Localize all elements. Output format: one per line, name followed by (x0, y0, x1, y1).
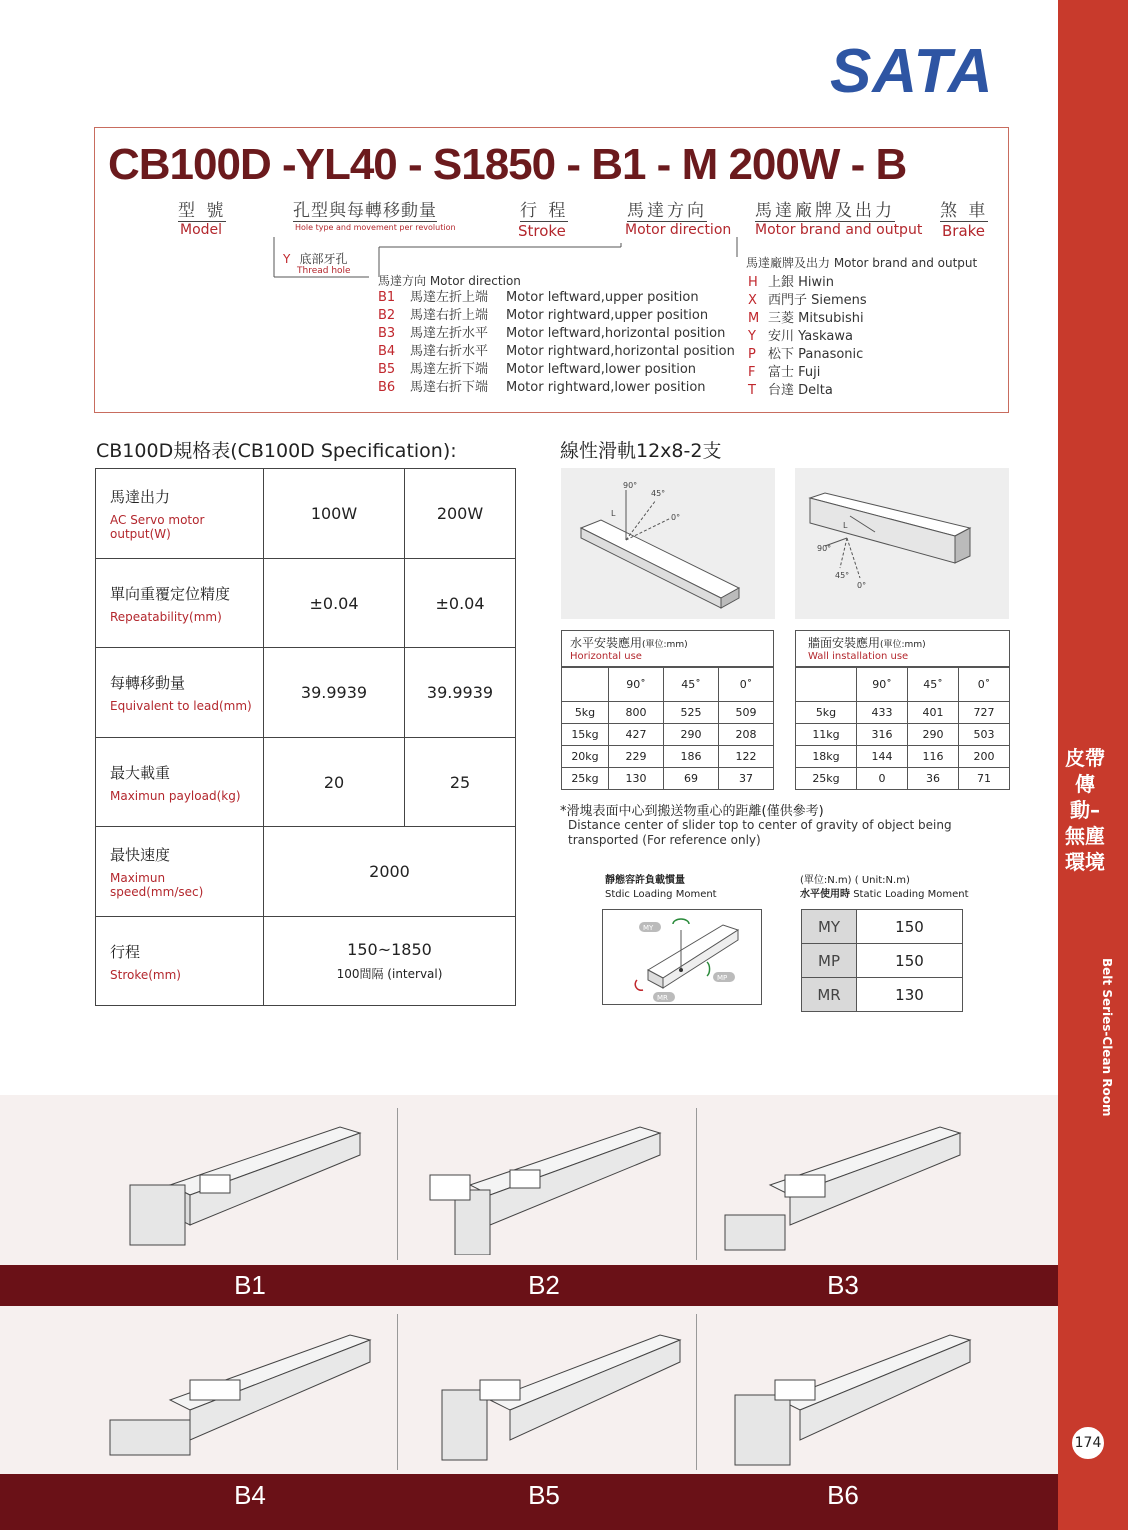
brand-logo: SATA (830, 37, 994, 106)
module-b6-image (720, 1320, 980, 1470)
field-hole-cn: 孔型與每轉移動量 (293, 196, 437, 222)
direction-title: 馬達方向 Motor direction (378, 274, 521, 288)
angle-45-label: 45° (651, 489, 666, 498)
module-b3-image (710, 1115, 980, 1255)
direction-list (378, 289, 735, 397)
wall-mount-diagram (795, 468, 1009, 619)
reference-note-en: Distance center of slider top to center of gravity of object being transported (For reference only) (568, 818, 952, 847)
spec-table (95, 468, 516, 1006)
side-title-cn: 皮帶傳動–無塵環境 (1065, 746, 1105, 874)
variant-label-b4: B4 (234, 1480, 266, 1510)
horizontal-row-20kg: 20kg 229 186 122 (562, 746, 774, 768)
moment-diagram (602, 909, 762, 1005)
moment-unit: (單位:N.m) ( Unit:N.m) 水平使用時 Static Loading Moment (800, 875, 969, 900)
field-model-cn: 型 號 (178, 196, 226, 222)
direction-item-b6: B6 馬達右折下端 Motor rightward,lower position (378, 380, 706, 395)
brand-item-t: T 台達 Delta (748, 383, 833, 398)
reference-note-cn: *滑塊表面中心到搬送物重心的距離(僅供參考) (560, 804, 824, 819)
moment-table (801, 909, 963, 1012)
variant-label-b3: B3 (827, 1270, 859, 1300)
spec-row-repeatability: 單向重覆定位精度 Repeatability(mm) ±0.04 ±0.04 (96, 559, 516, 648)
horizontal-row-5kg: 5kg 800 525 509 (562, 702, 774, 724)
angle-90-label: 90° (623, 481, 638, 490)
variant-label-b5: B5 (528, 1480, 560, 1510)
field-direction-en: Motor direction (625, 222, 732, 238)
rail-title: 線性滑軌12x8-2支 (560, 440, 722, 462)
variant-label-b2: B2 (528, 1270, 560, 1300)
wall-row-25kg: 25kg 0 36 71 (796, 768, 1010, 790)
moment-row-mr: MR 130 (802, 978, 963, 1012)
horizontal-row-25kg: 25kg 130 69 37 (562, 768, 774, 790)
wall-row-18kg: 18kg 144 116 200 (796, 746, 1010, 768)
thread-cn: 底部牙孔 (299, 252, 348, 266)
thread-option (283, 248, 347, 267)
brand-item-x: X 西門子 Siemens (748, 293, 867, 308)
brand-list (748, 274, 867, 400)
direction-item-b2: B2 馬達右折上端 Motor rightward,upper position (378, 308, 709, 323)
divider (397, 1108, 398, 1260)
field-stroke-en: Stroke (518, 222, 566, 240)
brand-item-h: H 上銀 Hiwin (748, 275, 835, 290)
model-code: CB100D -YL40 - S1850 - B1 - M 200W - B (108, 140, 907, 189)
field-direction-cn: 馬達方向 (627, 196, 707, 222)
moment-mr-tag: MR (657, 994, 668, 1002)
side-title-en: Belt Series-Clean Room (1100, 958, 1114, 1117)
field-stroke-cn: 行 程 (520, 196, 568, 222)
wall-table-header: 牆面安裝應用(單位:mm) Wall installation use (795, 630, 1010, 667)
module-b4-image (100, 1320, 380, 1470)
wall-rail-drawing (795, 468, 1009, 619)
module-b2-image (410, 1115, 680, 1255)
field-brand-en: Motor brand and output (755, 222, 923, 238)
brand-title: 馬達廠牌及出力 Motor brand and output (746, 256, 978, 270)
divider (696, 1314, 697, 1470)
moment-row-my: MY 150 (802, 910, 963, 944)
direction-item-b5: B5 馬達左折下端 Motor leftward,lower position (378, 362, 697, 377)
wall-row-5kg: 5kg 433 401 727 (796, 702, 1010, 724)
wall-angle-90-label: 90° (817, 544, 832, 553)
angle-0-label: 0° (671, 513, 681, 522)
spec-row-stroke: 行程 Stroke(mm) 150~1850 100間隔 (interval) (96, 917, 516, 1006)
spec-row-payload: 最大載重 Maximun payload(kg) 20 25 (96, 738, 516, 827)
spec-row-lead: 每轉移動量 Equivalent to lead(mm) 39.9939 39.9939 (96, 648, 516, 738)
horizontal-load-table (561, 667, 774, 790)
moment-row-mp: MP 150 (802, 944, 963, 978)
variant-label-b6: B6 (827, 1480, 859, 1510)
wall-load-table (795, 667, 1010, 790)
moment-mp-tag: MP (717, 974, 728, 982)
horizontal-row-15kg: 15kg 427 290 208 (562, 724, 774, 746)
field-hole-en: Hole type and movement per revolution (295, 223, 456, 232)
length-label: L (611, 509, 616, 518)
direction-item-b4: B4 馬達右折水平 Motor rightward,horizontal position (378, 344, 735, 359)
direction-item-b1: B1 馬達左折上端 Motor leftward,upper position (378, 290, 699, 305)
field-brand-cn: 馬達廠牌及出力 (755, 196, 895, 222)
field-brake-cn: 煞 車 (940, 196, 988, 222)
spec-title: CB100D規格表(CB100D Specification): (96, 440, 457, 462)
wall-row-11kg: 11kg 316 290 503 (796, 724, 1010, 746)
horizontal-rail-drawing (561, 468, 775, 619)
module-b5-image (430, 1320, 690, 1470)
wall-length-label: L (843, 521, 848, 530)
moment-title: 靜態容許負載慣量 Stdic Loading Moment (605, 875, 717, 900)
field-model-en: Model (180, 222, 223, 238)
brand-item-f: F 富士 Fuji (748, 365, 821, 380)
brand-item-p: P 松下 Panasonic (748, 347, 864, 362)
brand-item-y: Y 安川 Yaskawa (748, 329, 853, 344)
brand-item-m: M 三菱 Mitsubishi (748, 311, 864, 326)
wall-col-headers: 90˚ 45˚ 0˚ (796, 668, 1010, 702)
spec-row-output: 馬達出力 AC Servo motor output(W) 100W 200W (96, 469, 516, 559)
spec-row-speed: 最快速度 Maximun speed(mm/sec) 2000 (96, 827, 516, 917)
slider-moment-drawing (603, 910, 761, 1004)
field-brake-en: Brake (942, 222, 986, 240)
module-b1-image (110, 1115, 380, 1255)
divider (397, 1314, 398, 1470)
divider (696, 1108, 697, 1260)
horizontal-col-headers: 90˚ 45˚ 0˚ (562, 668, 774, 702)
wall-angle-45-label: 45° (835, 571, 850, 580)
wall-angle-0-label: 0° (857, 581, 867, 590)
horizontal-mount-diagram (561, 468, 775, 619)
horizontal-table-header: 水平安裝應用(單位:mm) Horizontal use (561, 630, 774, 667)
page-number: 174 (1070, 1425, 1106, 1461)
direction-item-b3: B3 馬達左折水平 Motor leftward,horizontal position (378, 326, 726, 341)
thread-en: Thread hole (297, 266, 351, 276)
thread-code: Y (283, 252, 291, 266)
moment-my-tag: MY (643, 924, 654, 932)
variant-label-b1: B1 (234, 1270, 266, 1300)
